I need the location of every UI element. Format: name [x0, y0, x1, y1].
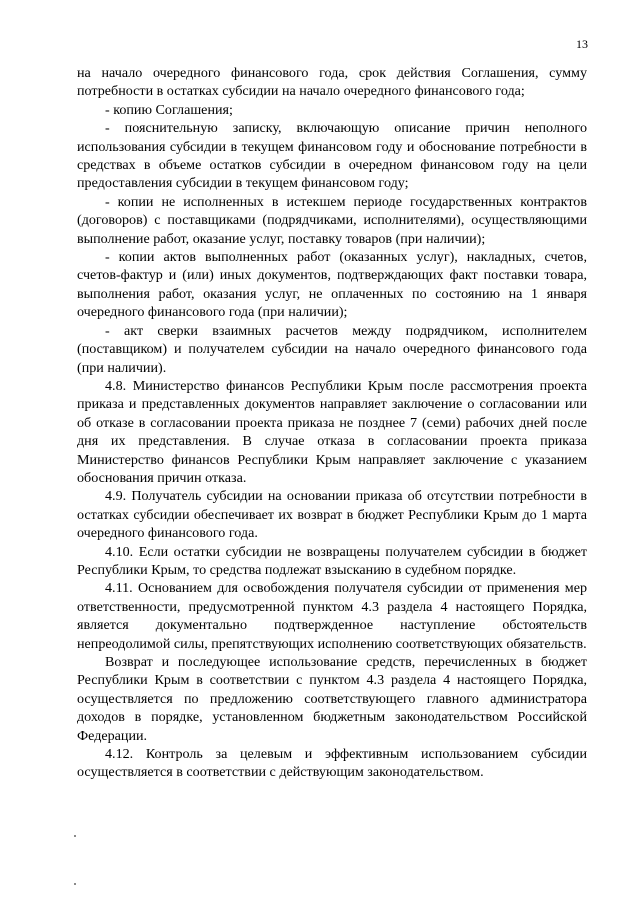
list-item: - пояснительную записку, включающую описание причин неполного использования субсидии в текущем финансовом году и обоснование потребности в средствах в объеме остатков субсидии в очередном финансовом году на цели предоставления субсидии в текущем финансовом году;	[77, 120, 587, 192]
page-number: 13	[576, 37, 588, 51]
paragraph: 4.8. Министерство финансов Республики Крым после рассмотрения проекта приказа и представленных документов направляет заключение о согласовании или об отказе в согласовании проекта приказа не позднее 7 (семи) рабочих дней после дня их представления. В случае отказа в согласовании проекта приказа Министерство финансов Республики Крым направляет заключение с указанием обоснования причин отказа.	[77, 377, 587, 486]
paragraph: 4.12. Контроль за целевым и эффективным использованием субсидии осуществляется в соответствии с действующим законодательством.	[77, 746, 587, 781]
paragraph: 4.9. Получатель субсидии на основании приказа об отсутствии потребности в остатках субсидии обеспечивает их возврат в бюджет Республики Крым до 1 марта очередного финансового года.	[77, 488, 587, 542]
paragraph: на начало очередного финансового года, срок действия Соглашения, сумму потребности в остатках субсидии на начало очередного финансового года;	[77, 65, 587, 100]
list-item: - копии не исполненных в истекшем периоде государственных контрактов (договоров) с поставщиками (подрядчиками, исполнителями), осуществляющими выполнение работ, оказание услуг, поставку товаров (при наличии);	[77, 193, 587, 247]
scan-speck	[74, 835, 76, 837]
list-item: - копию Соглашения;	[105, 101, 233, 118]
list-item: - акт сверки взаимных расчетов между подрядчиком, исполнителем (поставщиком) и получателем субсидии на начало очередного финансового года (при наличии).	[77, 322, 587, 376]
paragraph: 4.11. Основанием для освобождения получателя субсидии от применения мер ответственности, предусмотренной пунктом 4.3 раздела 4 настоящего Порядка, является документально подтвержденное наступление обстоятельств непреодолимой силы, препятствующих исполнению соответствующих обязательств.	[77, 580, 587, 652]
paragraph: 4.10. Если остатки субсидии не возвращены получателем субсидии в бюджет Республики Крым, то средства подлежат взысканию в судебном порядке.	[77, 543, 587, 578]
document-body	[77, 64, 587, 782]
paragraph: Возврат и последующее использование средств, перечисленных в бюджет Республики Крым в соответствии с пунктом 4.3 раздела 4 настоящего Порядка, осуществляется по предложению соответствующего главного администратора доходов в порядке, установленном бюджетным законодательством Российской Федерации.	[77, 654, 587, 744]
list-item: - копии актов выполненных работ (оказанных услуг), накладных, счетов, счетов-фактур и (или) иных документов, подтверждающих факт поставки товара, выполнения работ, оказания услуг, не оплаченных по состоянию на 1 января очередного финансового года (при наличии);	[77, 249, 587, 321]
scan-speck	[74, 883, 76, 885]
